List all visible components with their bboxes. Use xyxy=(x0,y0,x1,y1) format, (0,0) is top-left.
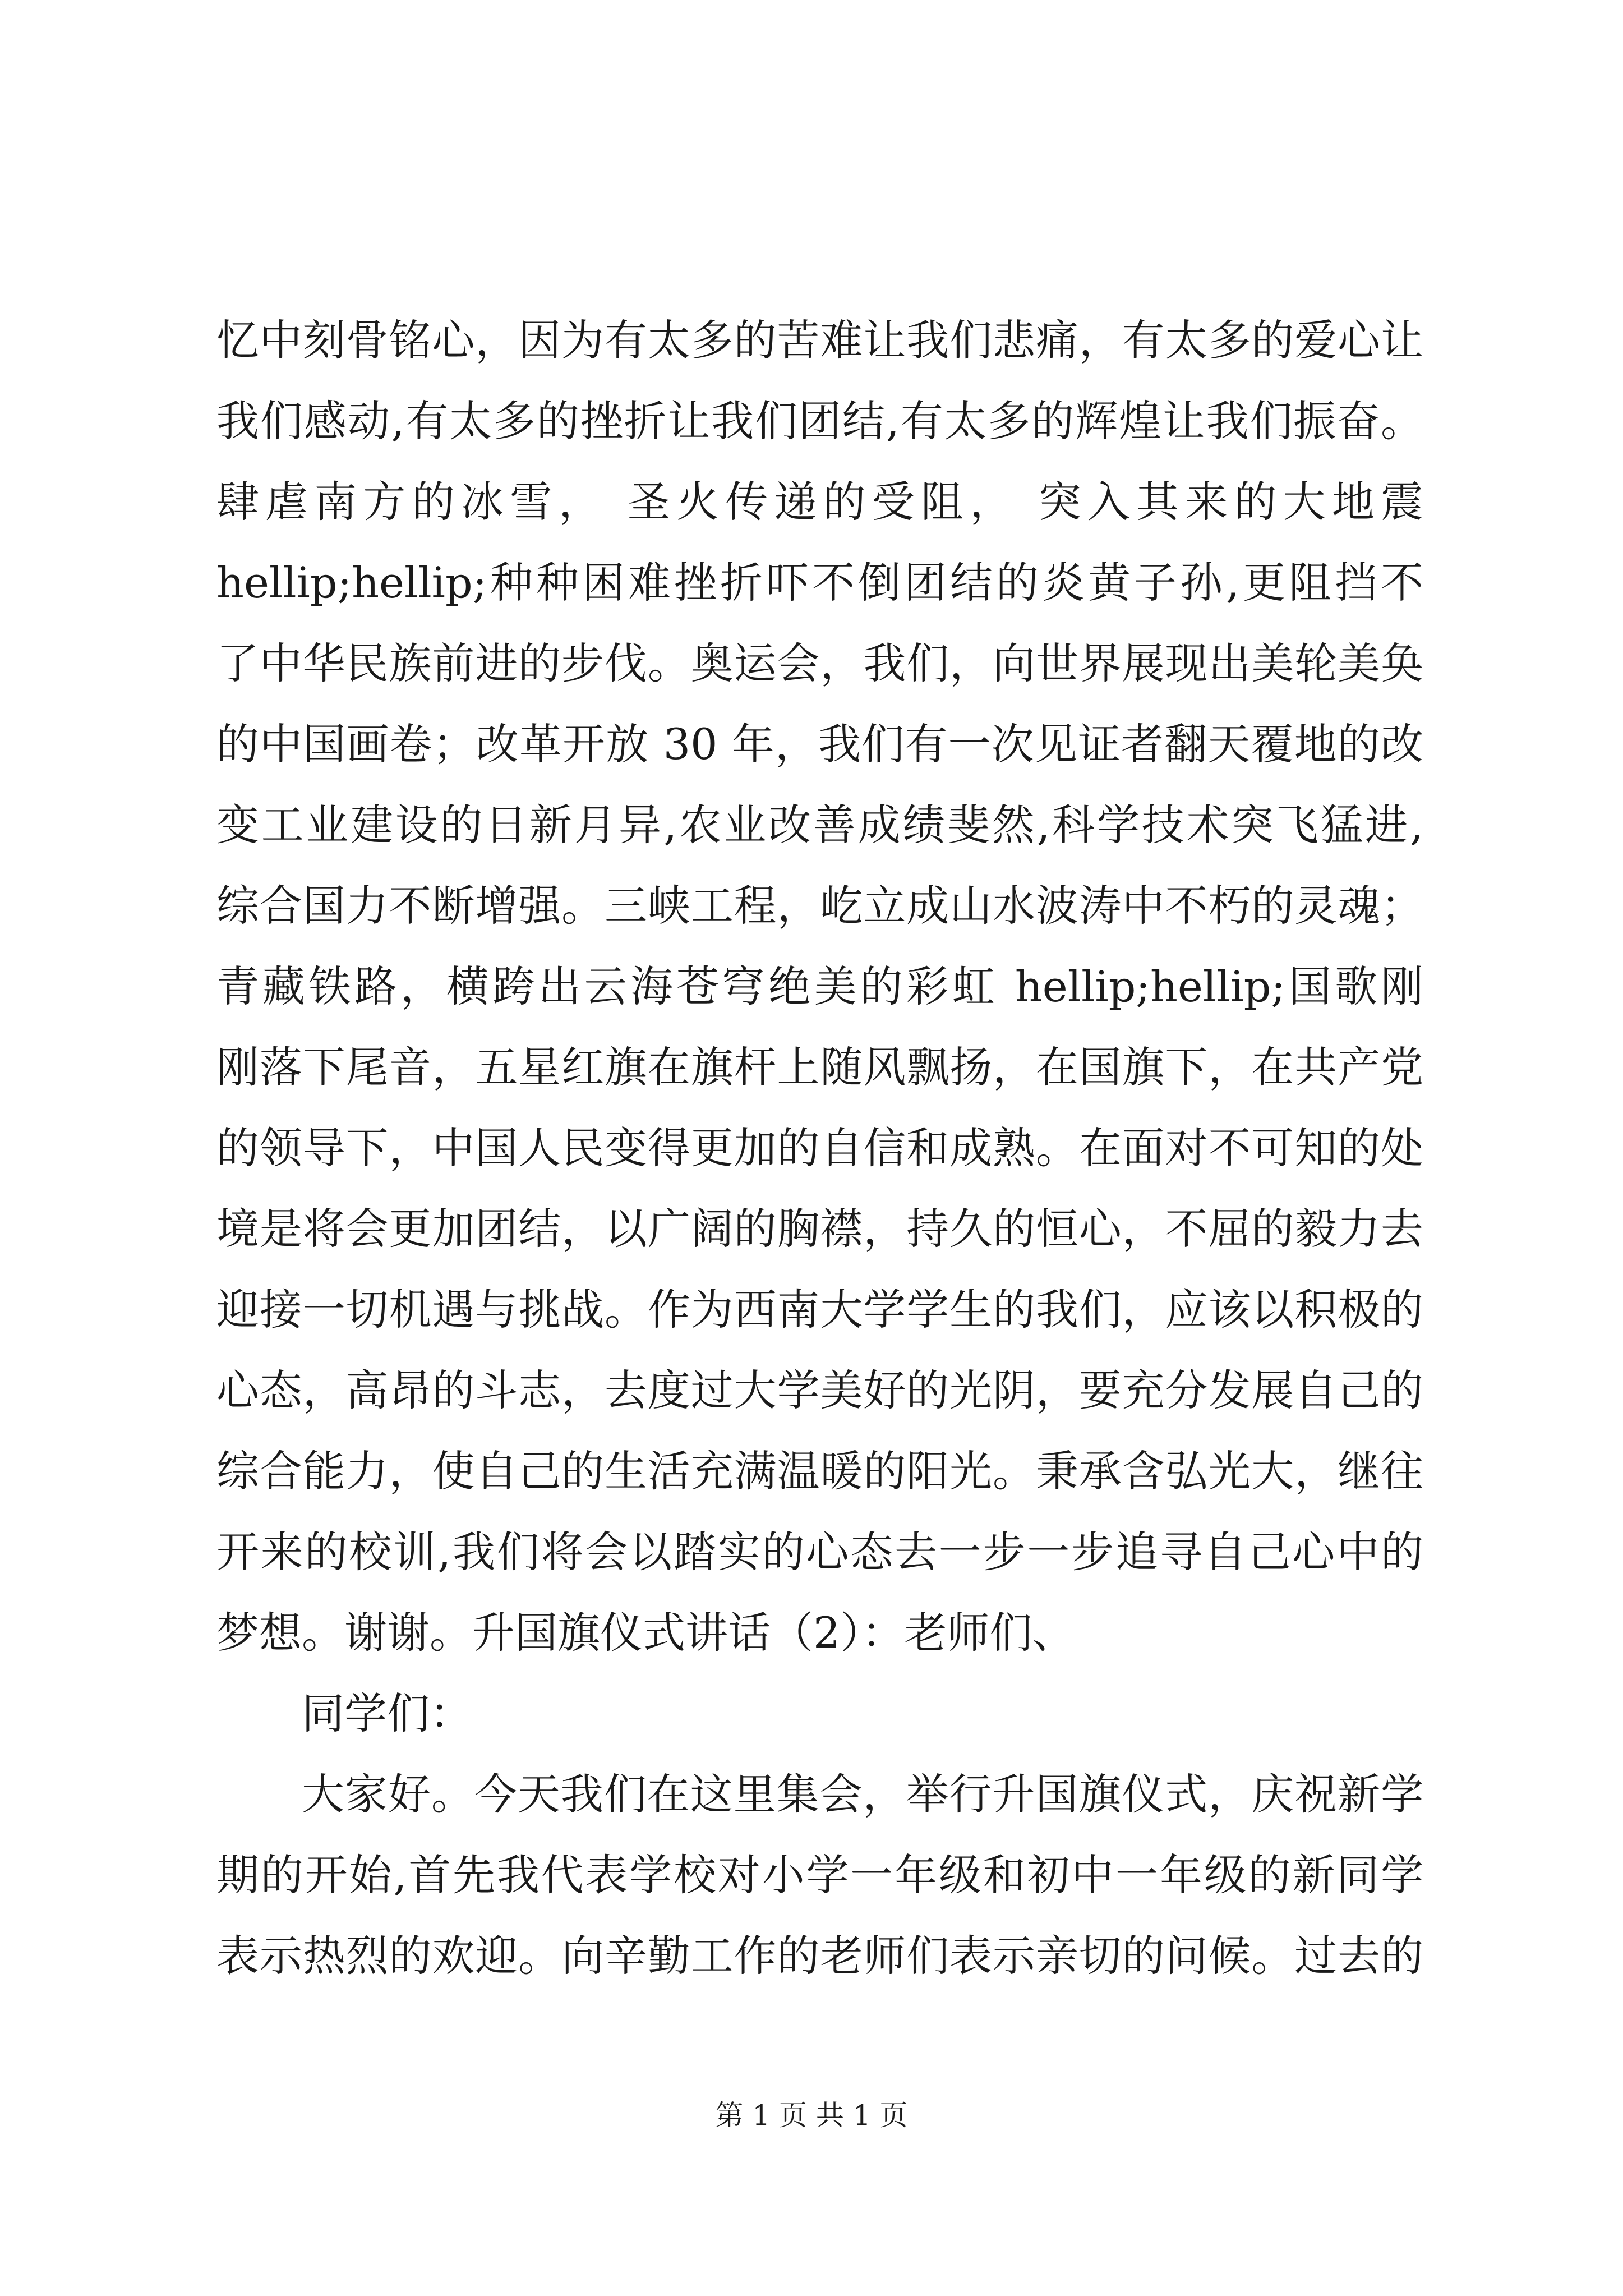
page-number-label: 第 1 页 共 1 页 xyxy=(715,2099,908,2132)
text-line: 表示热烈的欢迎。向辛勤工作的老师们表示亲切的问候。过去的 xyxy=(216,1931,1423,1981)
document-body xyxy=(216,300,1423,1996)
text-line: 期的开始,首先我代表学校对小学一年级和初中一年级的新同学 xyxy=(216,1850,1423,1900)
text-line: 心态，高昂的斗志，去度过大学美好的光阴，要充分发展自己的 xyxy=(216,1365,1423,1415)
text-line: 忆中刻骨铭心，因为有太多的苦难让我们悲痛，有太多的爱心让 xyxy=(216,315,1423,365)
text-line: 我们感动,有太多的挫折让我们团结,有太多的辉煌让我们振奋。 xyxy=(216,396,1423,446)
text-line: 梦想。谢谢。升国旗仪式讲话（2）：老师们、 xyxy=(216,1608,1075,1658)
text-line: 开来的校训,我们将会以踏实的心态去一步一步追寻自己心中的 xyxy=(216,1527,1423,1577)
paragraph-first-line: 大家好。今天我们在这里集会，举行升国旗仪式，庆祝新学 xyxy=(302,1769,1423,1819)
text-line: hellip;hellip;种种困难挫折吓不倒团结的炎黄子孙,更阻挡不 xyxy=(216,558,1423,608)
text-line: 综合能力，使自己的生活充满温暖的阳光。秉承含弘光大，继往 xyxy=(216,1446,1423,1496)
salutation-line: 同学们： xyxy=(302,1688,472,1738)
page-footer xyxy=(0,2096,1623,2135)
text-line: 综合国力不断增强。三峡工程，屹立成山水波涛中不朽的灵魂； xyxy=(216,881,1423,931)
text-line: 肆虐南方的冰雪， 圣火传递的受阻， 突入其来的大地震 xyxy=(216,477,1423,527)
text-line: 的中国画卷；改革开放 30 年，我们有一次见证者翻天覆地的改 xyxy=(216,719,1423,769)
text-line: 刚落下尾音，五星红旗在旗杆上随风飘扬，在国旗下，在共产党 xyxy=(216,1042,1423,1092)
text-line: 迎接一切机遇与挑战。作为西南大学学生的我们，应该以积极的 xyxy=(216,1285,1423,1335)
text-line: 境是将会更加团结，以广阔的胸襟，持久的恒心，不屈的毅力去 xyxy=(216,1204,1423,1254)
text-line: 变工业建设的日新月异,农业改善成绩斐然,科学技术突飞猛进, xyxy=(216,800,1423,850)
text-line: 的领导下，中国人民变得更加的自信和成熟。在面对不可知的处 xyxy=(216,1123,1423,1173)
text-line: 青藏铁路，横跨出云海苍穹绝美的彩虹 hellip;hellip;国歌刚 xyxy=(216,961,1423,1011)
text-line: 了中华民族前进的步伐。奥运会，我们，向世界展现出美轮美奂 xyxy=(216,638,1423,688)
